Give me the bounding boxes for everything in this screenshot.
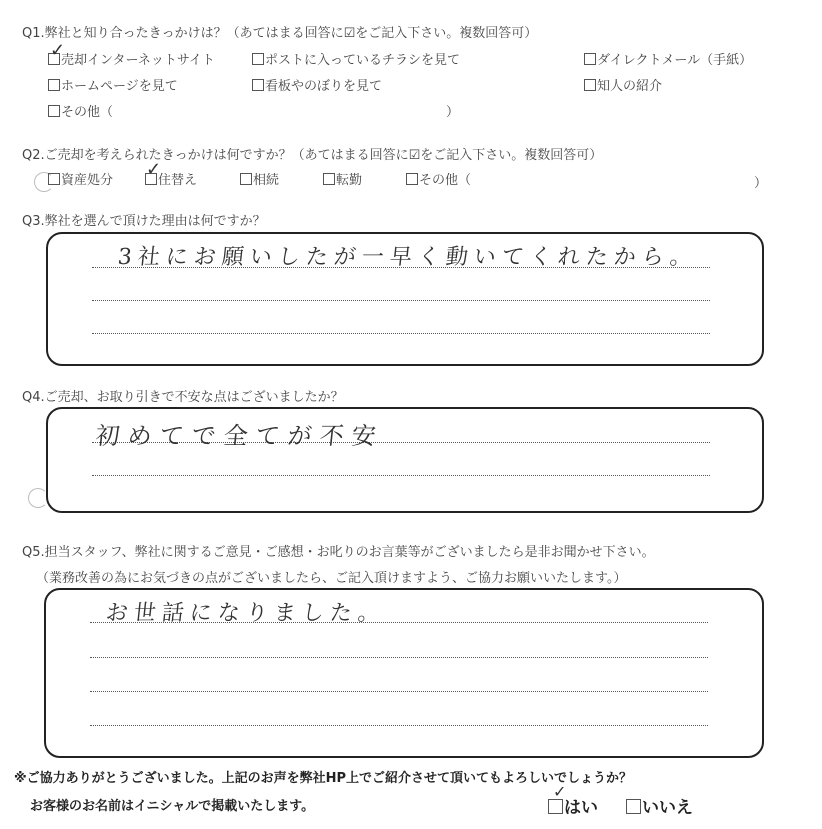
check-mark-icon: ✓ [50, 40, 66, 61]
checkbox[interactable] [548, 799, 563, 814]
check-mark-icon: ✓ [146, 159, 162, 180]
q2-option-inheritance[interactable] [240, 169, 279, 188]
q2-other-close: ） [754, 176, 768, 191]
option-label: 知人の紹介 [597, 79, 663, 94]
q5-subtext: （業務改善の為にお気づきの点がございましたら、ご記入頂けますよう、ご協力お願いいたします。） [36, 571, 627, 586]
q1-option-flyer[interactable] [252, 49, 460, 68]
checkbox[interactable] [252, 79, 264, 91]
option-label: 住替え [158, 173, 198, 188]
checkbox[interactable] [48, 79, 60, 91]
publish-no-option[interactable] [626, 793, 693, 818]
check-mark-icon: ✓ [553, 782, 567, 801]
option-label: ダイレクトメール（手紙） [597, 53, 753, 68]
option-label: 転勤 [336, 173, 363, 188]
q2-option-other[interactable] [406, 169, 471, 188]
q1-option-other[interactable] [48, 101, 113, 120]
q5-handwritten-answer: お世話になりました。 [104, 601, 388, 626]
q1-option-direct-mail[interactable] [584, 49, 752, 68]
q2-option-asset[interactable] [48, 169, 113, 188]
initials-note: お客様のお名前はイニシャルで掲載いたします。 [30, 799, 315, 814]
q2-question: Q2.ご売却を考えられたきっかけは何ですか？（あてはまる回答に☑をご記入下さい。複数回答可） [22, 148, 603, 163]
q1-option-referral[interactable] [584, 75, 662, 94]
checkbox[interactable] [584, 53, 596, 65]
option-label: 資産処分 [61, 173, 114, 188]
checkbox[interactable] [323, 173, 335, 185]
option-label: 相続 [253, 173, 280, 188]
q3-question: Q3.弊社を選んで頂けた理由は何ですか？ [22, 214, 266, 229]
checkbox[interactable] [48, 173, 60, 185]
checkbox[interactable] [240, 173, 252, 185]
option-label: その他（ [61, 105, 114, 120]
checkbox[interactable] [48, 105, 60, 117]
answer-line [92, 475, 710, 476]
option-label: いいえ [642, 798, 693, 818]
punch-hole [28, 488, 48, 508]
q1-other-close: ） [446, 105, 460, 120]
q4-question: Q4.ご売却、お取り引きで不安な点はございましたか？ [22, 390, 344, 405]
q1-option-internet[interactable] [48, 49, 215, 68]
option-label: はい [564, 798, 598, 818]
option-label: 看板やのぼりを見て [265, 79, 383, 94]
checkbox[interactable] [406, 173, 418, 185]
checkbox[interactable] [584, 79, 596, 91]
q1-question: Q1.弊社と知り合ったきっかけは？（あてはまる回答に☑をご記入下さい。複数回答可） [22, 26, 538, 41]
option-label: その他（ [419, 173, 472, 188]
answer-line [92, 300, 710, 301]
publish-consent-note: ※ご協力ありがとうございました。上記のお声を弊社HP上でご紹介させて頂いてもよろしいでしょうか？ [14, 771, 633, 786]
q3-handwritten-answer: 3社にお願いしたが一早く動いてくれたから。 [116, 245, 700, 270]
q4-handwritten-answer: 初めてで全てが不安 [94, 422, 386, 450]
checkbox[interactable] [626, 799, 641, 814]
answer-line [90, 725, 708, 726]
answer-line [90, 657, 708, 658]
q5-question: Q5.担当スタッフ、弊社に関するご意見・ご感想・お叱りのお言葉等がございましたら是非お聞かせ下さい。 [22, 545, 655, 560]
answer-line [92, 333, 710, 334]
q2-option-transfer[interactable] [323, 169, 362, 188]
checkbox[interactable] [252, 53, 264, 65]
option-label: ポストに入っているチラシを見て [265, 53, 461, 68]
option-label: ホームページを見て [61, 79, 178, 94]
q1-option-homepage[interactable] [48, 75, 178, 94]
q1-option-signboard[interactable] [252, 75, 382, 94]
option-label: 売却インターネットサイト [61, 53, 215, 68]
answer-line [90, 691, 708, 692]
